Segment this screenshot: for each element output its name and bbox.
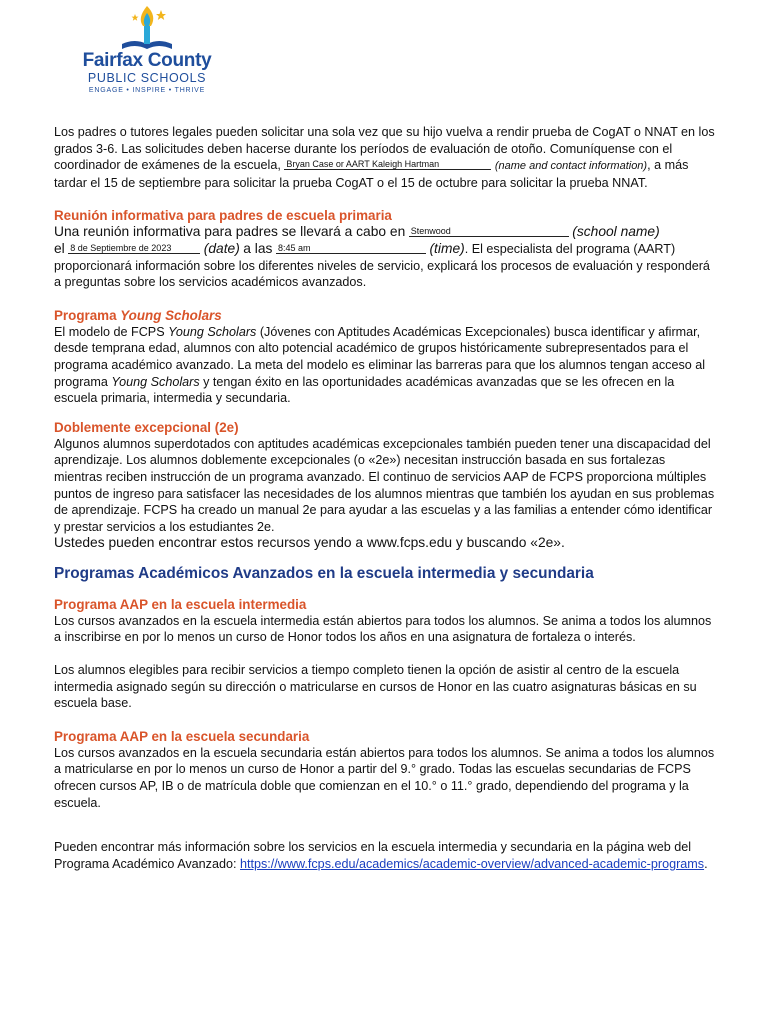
- logo-tagline: ENGAGE • INSPIRE • THRIVE: [88, 87, 206, 94]
- date-fill: 8 de Septiembre de 2023: [68, 243, 200, 254]
- twice-exceptional-heading: Doblemente excepcional (2e): [54, 419, 239, 435]
- info-meeting-heading: Reunión informativa para padres de escuela primaria: [54, 208, 392, 224]
- date-note: (date): [203, 240, 240, 256]
- logo-name: Fairfax County: [82, 50, 212, 71]
- contact-note: (name and contact information): [494, 160, 648, 173]
- time-note: (time): [429, 240, 465, 256]
- young-scholars-paragraph: El modelo de FCPS Young Scholars (Jóvenes con Aptitudes Académicas Excepcionales) busca identificar y afirmar, desde temprana edad, alumnos con alto potencial académico de grupos históricamente subrepresentados para el programa académico avanzado. La meta del modelo es eliminar las barreras para que los alumnos tengan acceso al programa Young Scholars y tengan éxito en las oportunidades académicas avanzadas que se les ofrecen en la escuela primaria, intermedia y secundaria.: [54, 324, 706, 406]
- time-fill: 8:45 am: [276, 243, 426, 254]
- high-school-paragraph: Los cursos avanzados en la escuela secundaria están abiertos para todos los alumnos. Se anima a todos los alumnos a matricularse en por lo menos un curso de Honor a partir del 9.° grado. Todas las escuelas secundarias de FCPS ofrecen cursos AP, IB o de matrícula doble que comienzan en el 10.° o 11.° grado, dependiendo del programa y la escuela.: [54, 745, 715, 810]
- middle-school-paragraph-1: Los cursos avanzados en la escuela intermedia están abiertos para todos los alumnos. Se anima a todos los alumnos a inscribirse en por lo menos un curso de Honor todos los años en una asignatura de fortaleza o interés.: [54, 613, 712, 645]
- document-body: [54, 124, 716, 872]
- middle-school-heading: Programa AAP en la escuela intermedia: [54, 596, 307, 612]
- more-info-paragraph: Pueden encontrar más información sobre los servicios en la escuela intermedia y secundaria en la página web del Programa Académico Avanzado: https://www.fcps.edu/academics/academic-overview/advanced-academic-programs.: [54, 840, 708, 871]
- fcps-logo: [77, 4, 217, 100]
- flame-book-icon: [77, 4, 217, 54]
- school-note: (school name): [572, 224, 660, 240]
- aap-webpage-link[interactable]: https://www.fcps.edu/academics/academic-overview/advanced-academic-programs: [240, 856, 705, 871]
- intro-paragraph: Los padres o tutores legales pueden solicitar una sola vez que su hijo vuelva a rendir prueba de CogAT o NNAT en los grados 3-6. Las solicitudes deben hacerse durante los períodos de evaluación de otoño. Comuníquense con el coordinador de exámenes de la escuela, Bryan Case or AART Kaleigh Hartman (name and contact information), a más tardar el 15 de septiembre para solicitar la prueba CogAT o el 15 de octubre para solicitar la prueba NNAT.: [54, 125, 715, 190]
- high-school-heading: Programa AAP en la escuela secundaria: [54, 728, 310, 744]
- contact-fill: Bryan Case or AART Kaleigh Hartman: [284, 159, 491, 170]
- info-meeting-paragraph: Una reunión informativa para padres se llevará a cabo en Stenwood (school name) el 8 de Septiembre de 2023 (date) a las 8:45 am (time). El especialista del programa (AART) proporcionará información sobre los diferentes niveles de servicio, explicará los procesos de evaluación y responderá a preguntas sobre los servicios académicos avanzados.: [54, 224, 710, 290]
- logo-subtitle: PUBLIC SCHOOLS: [87, 71, 207, 85]
- middle-school-paragraph-2: Los alumnos elegibles para recibir servicios a tiempo completo tienen la opción de asistir al centro de la escuela intermedia asignado según su dirección o matricularse en cursos de Honor en las cuatro asignaturas básicas en su escuela base.: [54, 663, 697, 711]
- advanced-programs-heading: Programas Académicos Avanzados en la escuela intermedia y secundaria: [54, 564, 594, 582]
- school-fill: Stenwood: [409, 226, 569, 237]
- young-scholars-heading: Programa Young Scholars: [54, 307, 222, 323]
- twice-exceptional-paragraph: Algunos alumnos superdotados con aptitudes académicas excepcionales también pueden tener una discapacidad del aprendizaje. Los alumnos doblemente excepcionales (o «2e») necesitan instrucción basada en sus fortalezas mientras reciben instrucción de un programa avanzado. El continuo de servicios AAP de FCPS proporciona múltiples puntos de ingreso para satisfacer las necesidades de los alumnos mientras que también los ayudan en sus problemas de aprendizaje. FCPS ha creado un manual 2e para ayudar a las escuelas y a las familias a entender cómo identificar y prestar servicios a los estudiantes 2e. Ustedes pueden encontrar estos recursos yendo a www.fcps.edu y buscando «2e».: [54, 436, 715, 551]
